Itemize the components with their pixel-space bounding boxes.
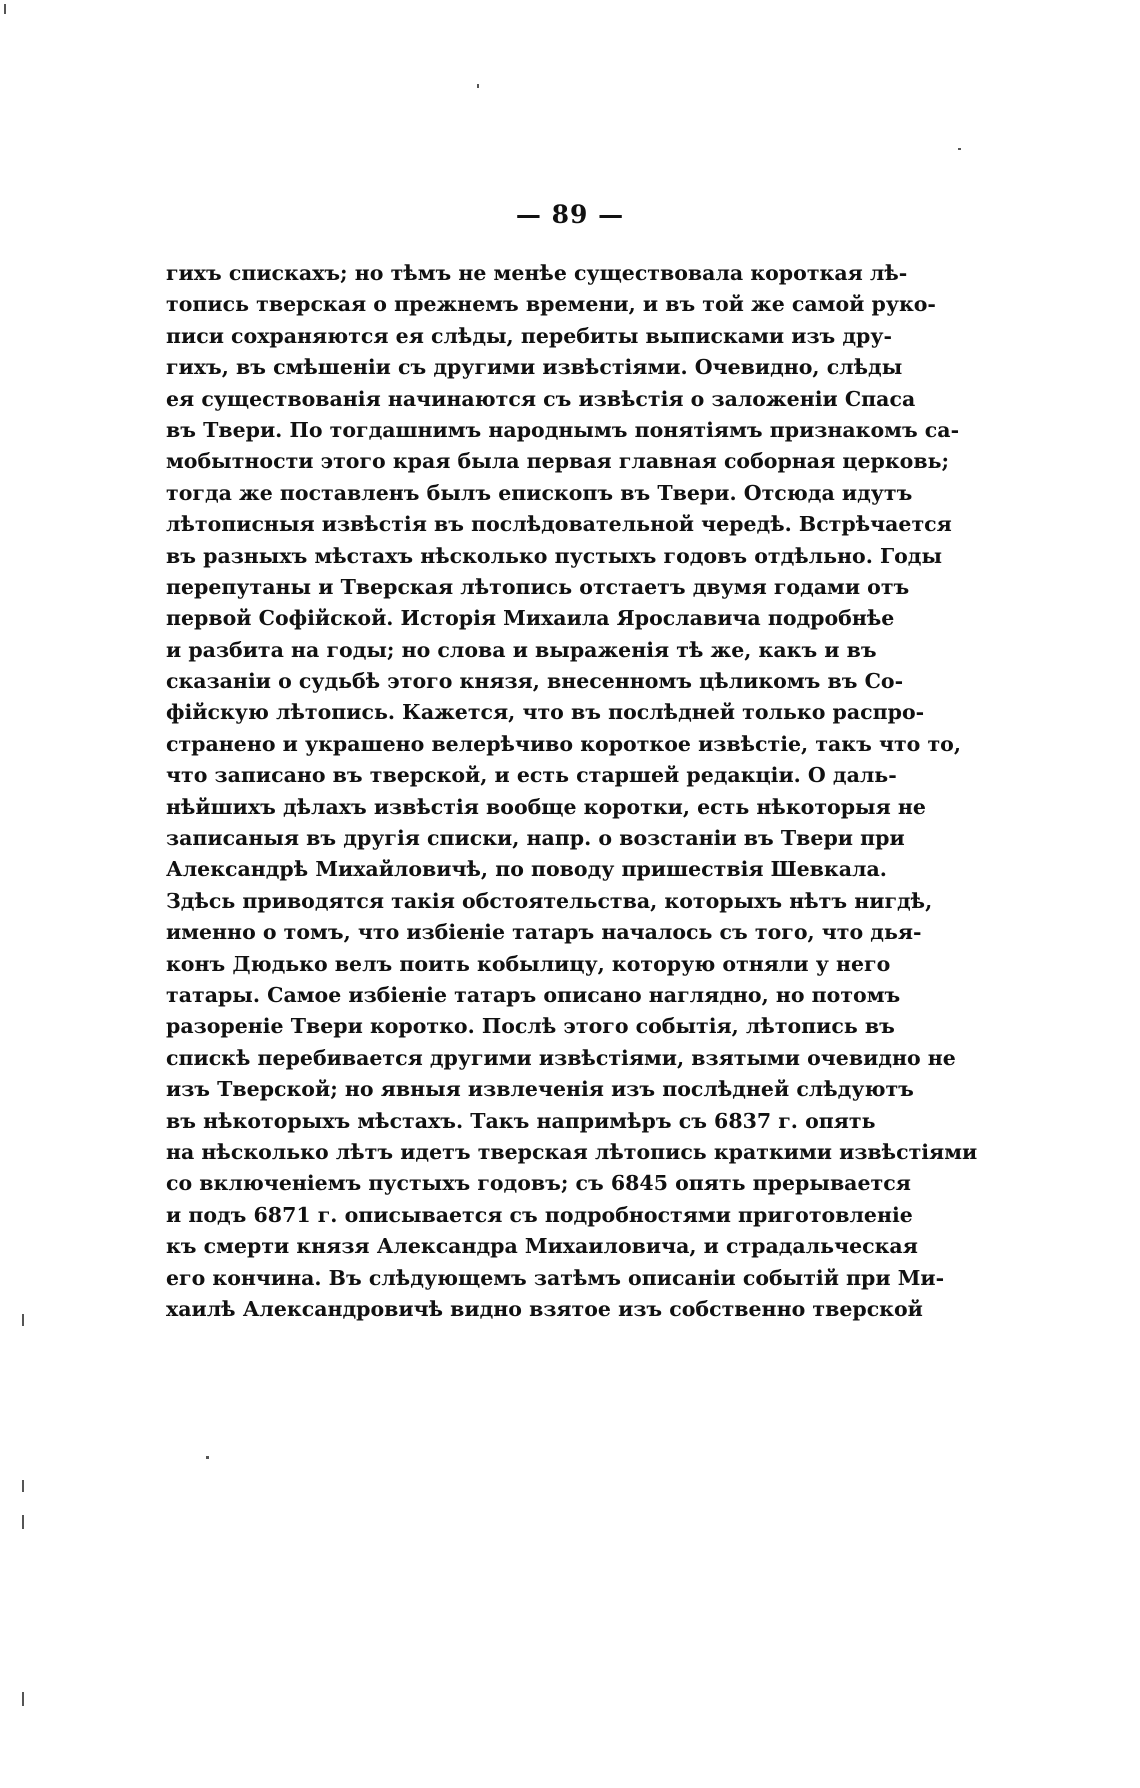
text-line: ея существованія начинаются съ извѣстія о заложеніи Спаса xyxy=(166,386,916,411)
text-line: писи сохраняются ея слѣды, перебиты выписками изъ дру- xyxy=(166,323,893,348)
text-line: къ смерти князя Александра Михаиловича, и страдальческая xyxy=(166,1234,918,1259)
text-line: нѣйшихъ дѣлахъ извѣстія вообще коротки, есть нѣкоторыя не xyxy=(166,794,926,819)
body-text xyxy=(166,258,978,1325)
scan-speck xyxy=(206,1456,209,1459)
page-number: — 89 — xyxy=(515,200,625,229)
text-line: на нѣсколько лѣтъ идетъ тверская лѣтопись краткими извѣстіями xyxy=(166,1139,978,1164)
text-line: странено и украшено велерѣчиво короткое извѣстіе, такъ что то, xyxy=(166,731,961,756)
text-line: именно о томъ, что избіеніе татаръ началось съ того, что дья- xyxy=(166,920,922,945)
text-line: разореніе Твери коротко. Послѣ этого событія, лѣтопись въ xyxy=(166,1014,895,1039)
text-line: топись тверская о прежнемъ времени, и въ той же самой руко- xyxy=(166,292,936,317)
text-line: изъ Тверской; но явныя извлеченія изъ послѣдней слѣдуютъ xyxy=(166,1077,914,1102)
text-line: Александрѣ Михайловичѣ, по поводу пришествія Шевкала. xyxy=(166,857,887,882)
scan-speck xyxy=(958,148,961,150)
scan-speck xyxy=(22,1515,24,1529)
text-line: татары. Самое избіеніе татаръ описано наглядно, но потомъ xyxy=(166,982,901,1007)
text-line: первой Софійской. Исторія Михаила Ярославича подробнѣе xyxy=(166,606,895,631)
text-line: конъ Дюдько велъ поить кобылицу, которую отняли у него xyxy=(166,951,891,976)
text-line: его кончина. Въ слѣдующемъ затѣмъ описаніи событій при Ми- xyxy=(166,1265,945,1290)
text-line: гихъ спискахъ; но тѣмъ не менѣе существовала короткая лѣ- xyxy=(166,261,908,285)
text-line: и разбита на годы; но слова и выраженія тѣ же, какъ и въ xyxy=(166,637,877,662)
text-line: въ Твери. По тогдашнимъ народнымъ понятіямъ признакомъ са- xyxy=(166,417,960,442)
scan-speck xyxy=(22,1692,24,1706)
text-line: въ нѣкоторыхъ мѣстахъ. Такъ напримѣръ съ 6837 г. опять xyxy=(166,1108,876,1133)
text-line: со включеніемъ пустыхъ годовъ; съ 6845 опять прерывается xyxy=(166,1171,911,1196)
scan-speck xyxy=(22,1480,24,1492)
scan-speck xyxy=(4,4,6,14)
text-line: лѣтописныя извѣстія въ послѣдовательной чередѣ. Встрѣчается xyxy=(166,512,952,537)
text-line: перепутаны и Тверская лѣтопись отстаетъ двумя годами отъ xyxy=(166,574,910,599)
text-line: и подъ 6871 г. описывается съ подробностями приготовленіе xyxy=(166,1202,913,1227)
scan-speck xyxy=(22,1314,24,1326)
text-line: тогда же поставленъ былъ епископъ въ Твери. Отсюда идутъ xyxy=(166,480,913,505)
text-line: гихъ, въ смѣшеніи съ другими извѣстіями. Очевидно, слѣды xyxy=(166,355,903,380)
text-line: Здѣсь приводятся такія обстоятельства, которыхъ нѣтъ нигдѣ, xyxy=(166,888,933,913)
text-line: что записано въ тверской, и есть старшей редакціи. О даль- xyxy=(166,763,897,788)
text-line: въ разныхъ мѣстахъ нѣсколько пустыхъ годовъ отдѣльно. Годы xyxy=(166,543,943,568)
scan-speck xyxy=(477,84,479,88)
text-line: мобытности этого края была первая главная соборная церковь; xyxy=(166,449,950,474)
text-line: спискѣ перебивается другими извѣстіями, взятыми очевидно не xyxy=(166,1045,956,1070)
text-line: хаилѣ Александровичѣ видно взятое изъ собственно тверской xyxy=(166,1296,923,1321)
text-line: сказаніи о судьбѣ этого князя, внесенномъ цѣликомъ въ Со- xyxy=(166,669,904,694)
text-line: записаныя въ другія списки, напр. о возстаніи въ Твери при xyxy=(166,826,905,851)
text-line: фійскую лѣтопись. Кажется, что въ послѣдней только распро- xyxy=(166,700,925,725)
